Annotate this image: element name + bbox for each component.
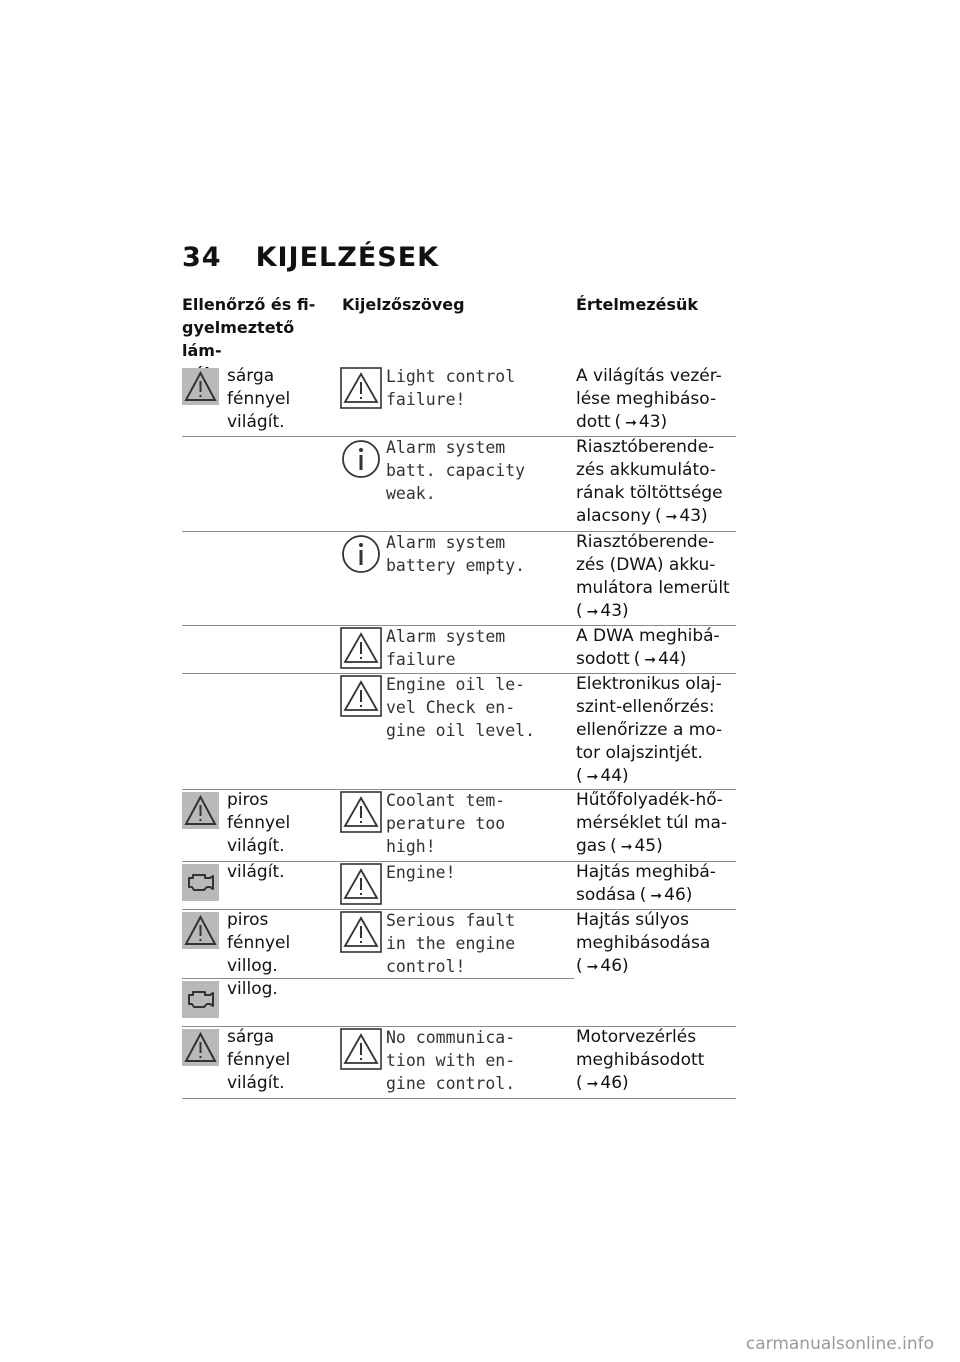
display-text-line: failure [386,650,456,669]
meaning-text [576,861,736,908]
display-text [386,625,566,671]
warning-triangle-icon [340,627,382,669]
arrow-right-icon: ➞ [644,652,657,668]
lamp-status-line: villog. [227,979,278,999]
warning-triangle-icon [182,1029,219,1066]
meaning-text [576,365,736,435]
header-line: Ellenőrző és fi- [182,295,316,314]
ref-open-paren: ( [576,1073,583,1093]
ref-open-paren: ( [576,766,583,786]
display-text [386,861,566,884]
display-text [386,1026,566,1095]
warning-triangle-icon [340,675,382,717]
display-text-line: Light control [386,367,516,386]
display-text [386,531,566,577]
lamp-status-line: fénnyel [227,813,291,833]
display-text-line: control! [386,957,466,976]
meaning-line: ellenőrizze a mo- [576,720,723,740]
page-reference[interactable]: 43) [638,412,668,432]
meaning-reference-line [576,884,736,908]
lamp-status-line: piros [227,790,269,810]
lamp-status-line: fénnyel [227,933,291,953]
meaning-reference-line [576,505,736,529]
display-text-line: weak. [386,484,436,503]
arrow-right-icon: ➞ [620,839,633,855]
display-text-line: Alarm system [386,627,506,646]
lamp-status [227,978,337,1001]
display-text-line: perature too [386,814,506,833]
meaning-line: A DWA meghibá- [576,626,720,646]
meaning-line: lése meghibáso- [576,389,717,409]
display-text-line: gine control. [386,1074,516,1093]
meaning-line: zés akkumuláto- [576,460,716,480]
meaning-text [576,789,736,859]
display-text [386,789,566,858]
table-row [182,978,736,1027]
display-text-line: batt. capacity [386,461,526,480]
table-row [182,909,736,978]
meaning-line-end: dott [576,412,611,432]
lamp-status-line: villog. [227,956,278,976]
lamp-status [227,861,337,884]
display-text-line: tion with en- [386,1051,516,1070]
display-text [386,673,566,742]
warning-triangle-icon [340,911,382,953]
table-row [182,531,736,626]
ref-open-paren: ( [614,412,622,432]
meaning-text [576,625,736,672]
display-text-line: Alarm system [386,438,506,457]
display-text-line: Engine oil le- [386,675,526,694]
display-text-line: high! [386,837,436,856]
lamp-status [227,365,337,434]
display-text-line: battery empty. [386,556,526,575]
lamp-status [227,789,337,858]
lamp-status [227,1026,337,1095]
meaning-line: Riasztóberende- [576,437,715,457]
engine-icon [182,981,219,1018]
meaning-line: Hajtás súlyos [576,910,689,930]
lamp-status-line: sárga [227,366,275,386]
arrow-right-icon: ➞ [665,509,678,525]
display-text-line: Engine! [386,863,456,882]
page-reference[interactable]: 45) [634,836,663,856]
row-separator [182,978,574,979]
display-text-line: gine oil level. [386,721,536,740]
warning-triangle-icon [340,791,382,833]
table-row [182,673,736,790]
meaning-text [576,673,736,789]
display-text-line: Alarm system [386,533,506,552]
lamp-status-line: piros [227,910,269,930]
meaning-line: Motorvezérlés [576,1027,697,1047]
page-reference[interactable]: 44) [658,649,687,669]
meaning-line: zés (DWA) akku- [576,555,716,575]
ref-open-paren: ( [655,506,662,526]
meaning-reference-line [576,955,736,979]
lamp-status-line: világít. [227,1073,285,1093]
lamp-status-line: világít. [227,412,285,432]
display-text-line: Coolant tem- [386,791,506,810]
lamp-status-line: világít. [227,836,285,856]
meaning-line-end: sodott [576,649,630,669]
meaning-line: A világítás vezér- [576,366,722,386]
table-row [182,861,736,910]
meaning-line: mérséklet túl ma- [576,813,728,833]
lamp-status-line: fénnyel [227,1050,291,1070]
meaning-line-end: gas [576,836,607,856]
warning-triangle-icon [182,792,219,829]
page-reference[interactable]: 43) [600,601,629,621]
ref-open-paren: ( [576,956,583,976]
table-row [182,436,736,532]
column-header-display-text: Kijelzőszöveg [342,295,465,314]
meaning-reference-line [576,765,736,789]
lamp-status-line: fénnyel [227,389,291,409]
meaning-line-end: alacsony [576,506,651,526]
page-reference[interactable]: 44) [600,766,629,786]
arrow-right-icon: ➞ [625,415,637,431]
meaning-line: szint-ellenőrzés: [576,697,715,717]
meaning-line: Riasztóberende- [576,532,715,552]
info-icon [340,438,382,480]
page-reference[interactable]: 43) [679,506,708,526]
meaning-reference-line [576,835,736,859]
arrow-right-icon: ➞ [586,959,599,975]
meaning-text [576,1026,736,1096]
header-line: gyelmeztető lám- [182,318,295,360]
table-row [182,1026,736,1099]
warning-triangle-icon [182,912,219,949]
display-text [386,909,566,978]
warning-triangle-icon [340,863,382,905]
display-text-line: in the engine [386,934,516,953]
page-title [182,242,439,273]
meaning-text [576,909,736,979]
page-reference[interactable]: 46) [664,885,693,905]
meaning-reference-line [576,411,736,435]
meaning-line: tor olajszintjét. [576,743,703,763]
meaning-text [576,531,736,624]
display-text-line: failure! [386,390,466,409]
meaning-line: meghibásodott [576,1050,705,1070]
column-header-meaning: Értelmezésük [576,295,699,314]
arrow-right-icon: ➞ [586,604,599,620]
engine-icon [182,864,219,901]
meaning-line-end: sodása [576,885,636,905]
table-row [182,789,736,862]
display-text [386,365,566,411]
warning-triangle-icon [340,367,382,409]
ref-open-paren: ( [610,836,617,856]
page-reference[interactable]: 46) [600,956,629,976]
page-number: 34 [182,242,222,273]
footer-watermark: carmanualsonline.info [745,1334,934,1354]
lamp-status-line: világít. [227,862,285,882]
ref-open-paren: ( [639,885,647,905]
arrow-right-icon: ➞ [650,888,663,904]
meaning-line: meghibásodása [576,933,711,953]
display-text-line: Serious fault [386,911,516,930]
meaning-line: Hűtőfolyadék-hő- [576,790,723,810]
meaning-line: Elektronikus olaj- [576,674,722,694]
display-text-line: No communica- [386,1028,516,1047]
display-text-line: vel Check en- [386,698,516,717]
meaning-text [576,436,736,529]
meaning-line: mulátora lemerült [576,578,730,598]
lamp-status [227,909,337,978]
display-text [386,436,566,505]
meaning-reference-line [576,1072,736,1096]
chapter-title: KIJELZÉSEK [255,242,440,273]
info-icon [340,533,382,575]
meaning-reference-line [576,648,736,672]
meaning-line: Hajtás meghibá- [576,862,716,882]
arrow-right-icon: ➞ [586,1076,599,1092]
table-row [182,625,736,674]
page-reference[interactable]: 46) [600,1073,629,1093]
meaning-line: rának töltöttsége [576,483,723,503]
lamp-status-line: sárga [227,1027,275,1047]
table-row [182,365,736,437]
ref-open-paren: ( [633,649,641,669]
arrow-right-icon: ➞ [586,769,599,785]
warning-triangle-icon [182,368,219,405]
warning-triangle-icon [340,1028,382,1070]
ref-open-paren: ( [576,601,583,621]
meaning-reference-line [576,600,736,624]
